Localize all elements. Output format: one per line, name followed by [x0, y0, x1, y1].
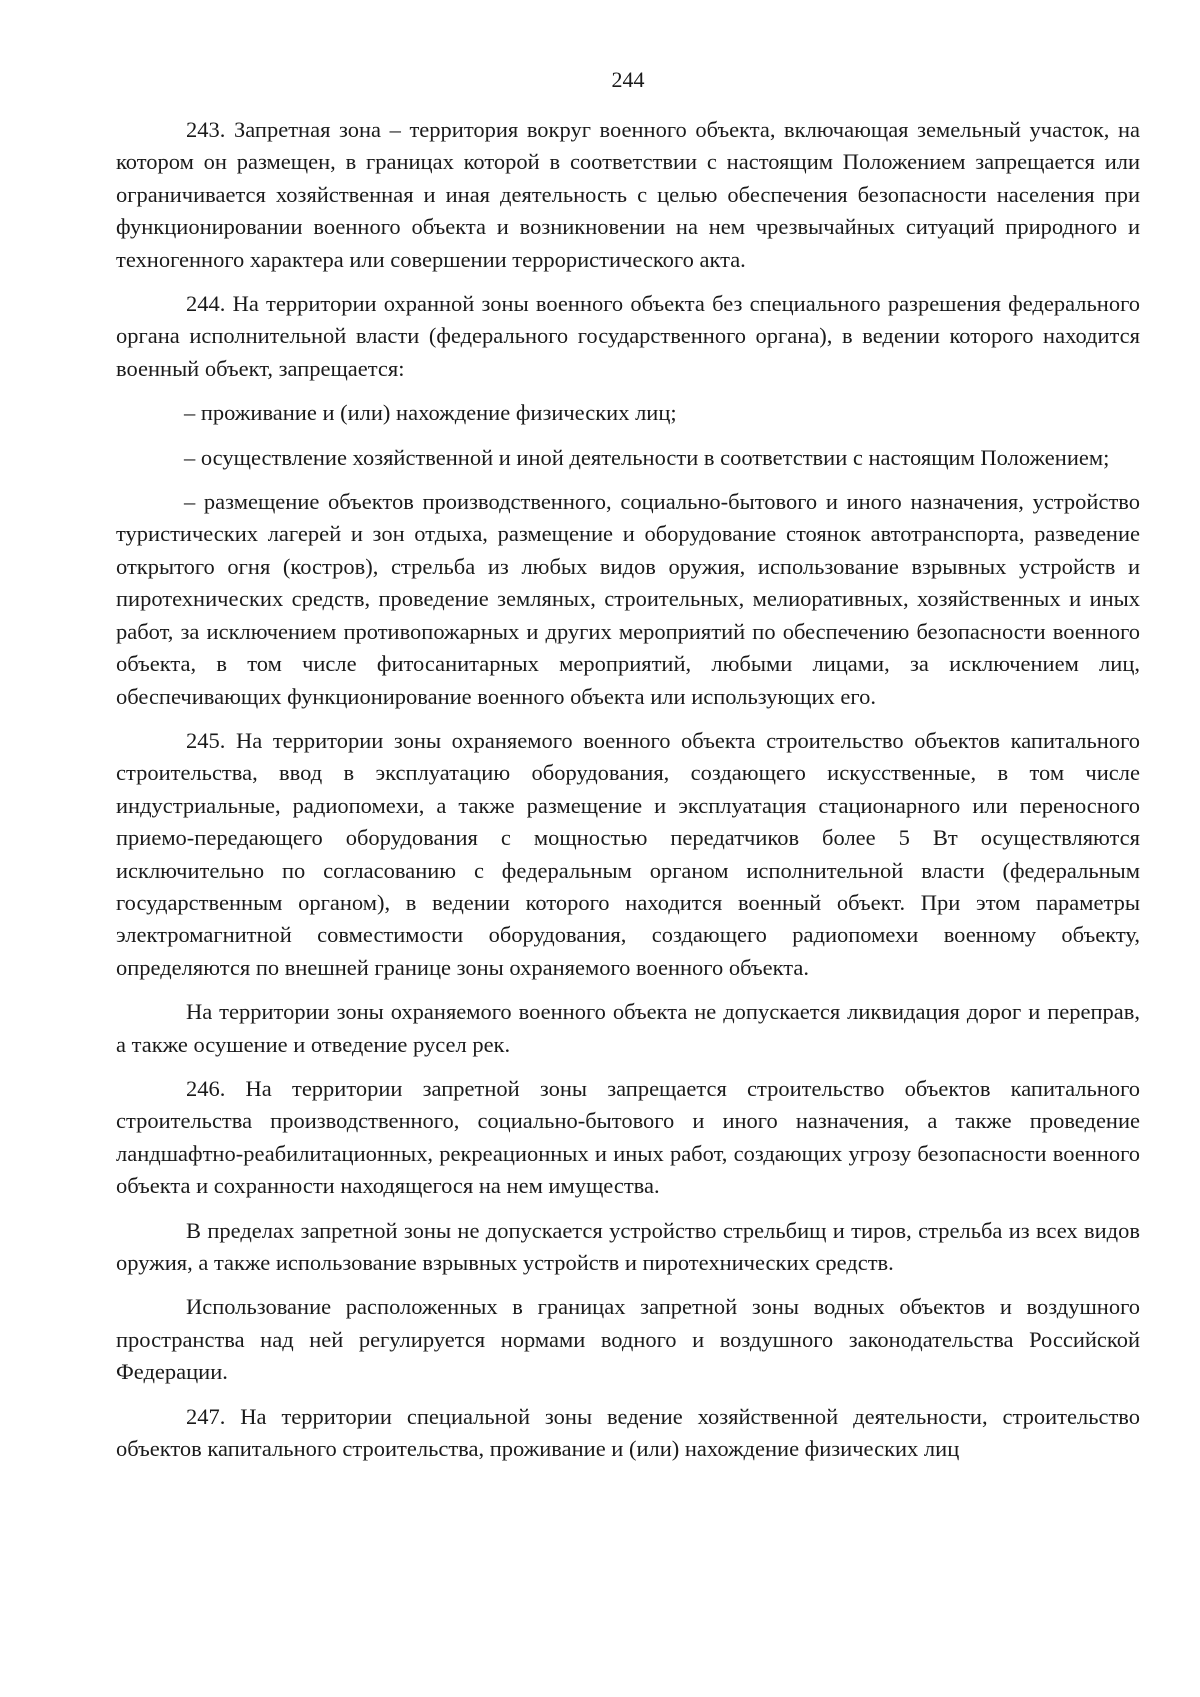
- paragraph-246: 246. На территории запретной зоны запрещается строительство объектов капитального строительства производственного, социально-бытового и иного назначения, а также проведение ландшафтно-реабилитационных, рекреационных и иных работ, создающих угрозу безопасности военного объекта и сохранности находящегося на нем имущества.: [116, 1075, 1140, 1199]
- paragraph-243: 243. Запретная зона – территория вокруг военного объекта, включающая земельный участок, на котором он размещен, в границах которой в соответствии с настоящим Положением запрещается или ограничивается хозяйственная и иная деятельность с целью обеспечения безопасности населения при функционировании военного объекта и возникновении на нем чрезвычайных ситуаций природного и техногенного характера или совершении террористического акта.: [116, 117, 1140, 272]
- list-item-residence: – проживание и (или) нахождение физических лиц;: [184, 400, 677, 426]
- paragraph-246-water: Использование расположенных в границах запретной зоны водных объектов и воздушного пространства над ней регулируется нормами водного и воздушного законодательства Российской Федерации.: [116, 1294, 1140, 1385]
- paragraph-244: 244. На территории охранной зоны военного объекта без специального разрешения федерального органа исполнительной власти (федерального государственного органа), в ведении которого находится военный объект, запрещается:: [116, 291, 1140, 381]
- paragraph-245: 245. На территории зоны охраняемого военного объекта строительство объектов капитального строительства, ввод в эксплуатацию оборудования, создающего искусственные, в том числе индустриальные, радиопомехи, а также размещение и эксплуатация стационарного или переносного приемо-передающего оборудования с мощностью передатчиков более 5 Вт осуществляются исключительно по согласованию с федеральным органом исполнительной власти (федеральным государственным органом), в ведении которого находится военный объект. При этом параметры электромагнитной совместимости оборудования, создающего радиопомехи военному объекту, определяются по внешней границе зоны охраняемого военного объекта.: [116, 727, 1140, 980]
- paragraph-246-shooting: В пределах запретной зоны не допускается устройство стрельбищ и тиров, стрельба из всех видов оружия, а также использование взрывных устройств и пиротехнических средств.: [116, 1217, 1140, 1275]
- paragraph-247: 247. На территории специальной зоны ведение хозяйственной деятельности, строительство объектов капитального строительства, проживание и (или) нахождение физических лиц: [116, 1403, 1140, 1462]
- paragraph-245-roads: На территории зоны охраняемого военного объекта не допускается ликвидация дорог и переправ, а также осушение и отведение русел рек.: [116, 999, 1140, 1057]
- page-number: 244: [611, 67, 645, 92]
- list-item-placement-of-objects: – размещение объектов производственного, социально-бытового и иного назначения, устройство туристических лагерей и зон отдыха, размещение и оборудование стоянок автотранспорта, разведение открытого огня (костров), стрельба из любых видов оружия, использование взрывных устройств и пиротехнических средств, проведение земляных, строительных, мелиоративных, хозяйственных и иных работ, за исключением противопожарных и других мероприятий по обеспечению безопасности военного объекта, в том числе фитосанитарных мероприятий, любыми лицами, за исключением лиц, обеспечивающих функционирование военного объекта или использующих его.: [116, 489, 1140, 709]
- document-page: [116, 66, 1140, 1477]
- list-item-economic-activity: – осуществление хозяйственной и иной деятельности в соответствии с настоящим Положением;: [184, 444, 1110, 470]
